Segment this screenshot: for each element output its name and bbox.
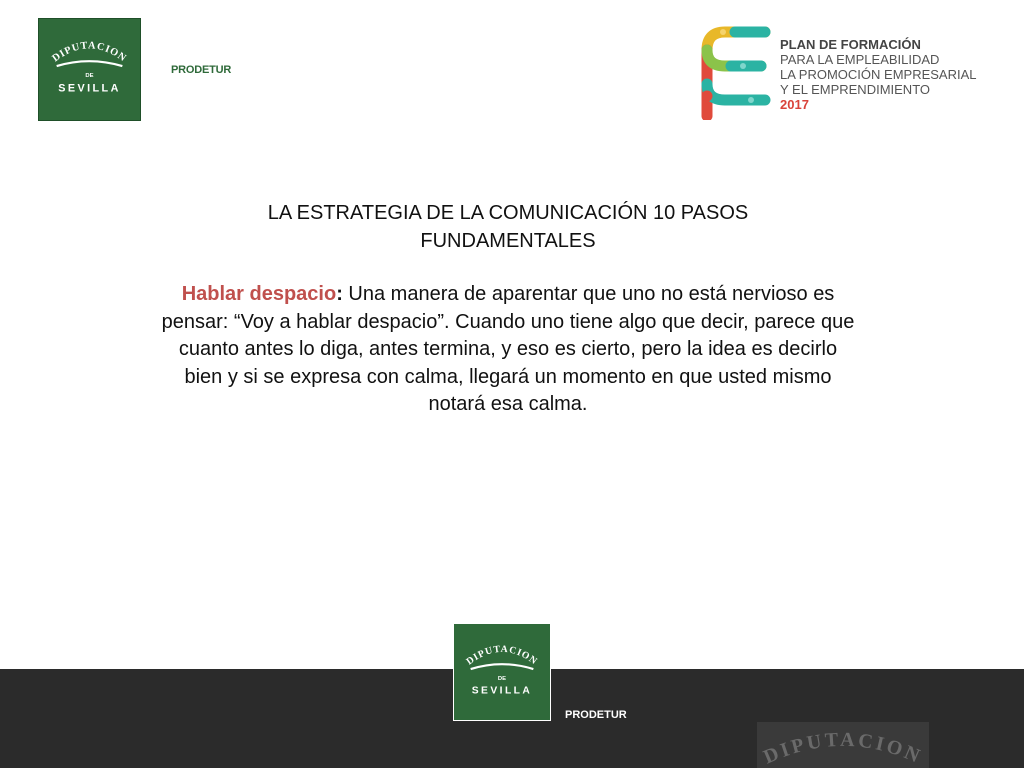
body-term-colon: : xyxy=(336,283,343,305)
footer-prodetur-label: PRODETUR xyxy=(565,709,627,721)
logo-line1: DIPUTACION xyxy=(50,40,129,65)
prodetur-label: PRODETUR xyxy=(171,64,232,76)
logo-line2: DE xyxy=(85,72,94,79)
slide-title: LA ESTRATEGIA DE LA COMUNICACIÓN 10 PASOS FUNDAMENTALES xyxy=(267,202,749,252)
plan-line1: PLAN DE FORMACIÓN xyxy=(780,37,921,52)
diputacion-logo xyxy=(38,18,141,121)
body-term: Hablar despacio xyxy=(181,283,337,305)
footer-diputacion-logo xyxy=(453,623,551,721)
diputacion-sevilla-logo-icon xyxy=(39,19,140,120)
svg-text:DIPUTACION xyxy=(760,729,925,768)
footer-watermark-logo xyxy=(757,722,929,768)
footer-logo-line1: DIPUTACION xyxy=(464,643,540,668)
plan-year: 2017 xyxy=(780,97,809,112)
footer-logo-line2: DE xyxy=(497,675,507,682)
plan-formacion-logo xyxy=(695,24,995,124)
body-text: Una manera de aparentar que uno no está nervioso es pensar: “Voy a hablar despacio”. Cuando uno tiene algo que decir, parece que cuanto antes lo diga, antes termina, y eso es cierto, pero la idea es decirlo bien y si se expresa con calma, llegará un momento en que usted mismo notará esa calma. xyxy=(161,283,855,415)
diputacion-watermark-icon xyxy=(757,722,929,768)
plan-line3: LA PROMOCIÓN EMPRESARIAL xyxy=(780,67,977,82)
diputacion-sevilla-logo-icon xyxy=(454,624,550,720)
slide-body xyxy=(158,281,858,419)
logo-line3: SEVILLA xyxy=(58,82,121,95)
plan-formacion-text xyxy=(780,37,977,112)
plan-line2: PARA LA EMPLEABILIDAD xyxy=(780,52,940,67)
watermark-text: DIPUTACION xyxy=(760,728,926,768)
plan-formacion-logo-icon xyxy=(695,24,771,120)
plan-line4: Y EL EMPRENDIMIENTO xyxy=(780,82,931,97)
footer-logo-line3: SEVILLA xyxy=(471,685,533,697)
